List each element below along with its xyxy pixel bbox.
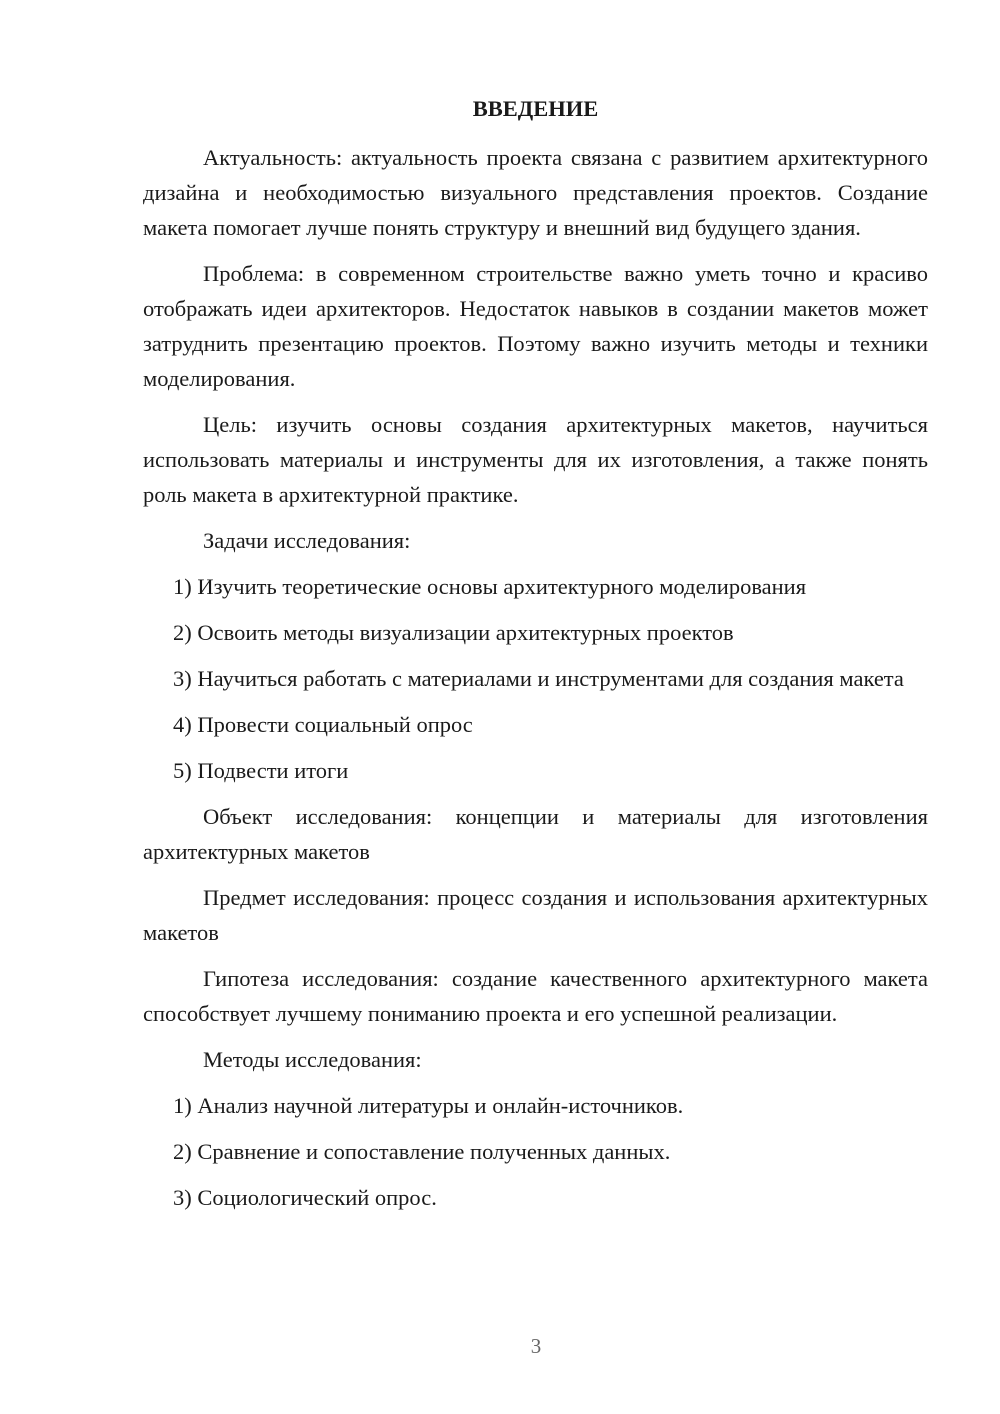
- method-item-2: 2) Сравнение и сопоставление полученных данных.: [173, 1139, 671, 1164]
- task-item-4: 4) Провести социальный опрос: [173, 712, 473, 737]
- paragraph-problem: Проблема: в современном строительстве важно уметь точно и красиво отображать идеи архитекторов. Недостаток навыков в создании макетов может затруднить презентацию проектов. Поэтому важно изучить методы и техники моделирования.: [143, 261, 928, 391]
- task-item-1: 1) Изучить теоретические основы архитектурного моделирования: [173, 574, 807, 599]
- paragraph-goal: Цель: изучить основы создания архитектурных макетов, научиться использовать материалы и инструменты для их изготовления, а также понять роль макета в архитектурной практике.: [143, 412, 928, 507]
- paragraph-relevance: Актуальность: актуальность проекта связана с развитием архитектурного дизайна и необходимостью визуального представления проектов. Создание макета помогает лучше понять структуру и внешний вид будущего здания.: [143, 145, 928, 240]
- task-item-2: 2) Освоить методы визуализации архитектурных проектов: [173, 620, 734, 645]
- paragraph-object: Объект исследования: концепции и материалы для изготовления архитектурных макетов: [143, 804, 928, 864]
- section-title: ВВЕДЕНИЕ: [472, 96, 599, 121]
- paragraph-subject: Предмет исследования: процесс создания и использования архитектурных макетов: [143, 885, 928, 945]
- paragraph-hypothesis: Гипотеза исследования: создание качественного архитектурного макета способствует лучшему пониманию проекта и его успешной реализации.: [143, 966, 928, 1026]
- methods-heading: Методы исследования:: [203, 1047, 422, 1072]
- method-item-3: 3) Социологический опрос.: [173, 1185, 437, 1210]
- page-number: 3: [530, 1334, 542, 1358]
- task-item-5: 5) Подвести итоги: [173, 758, 349, 783]
- page-content: [143, 94, 928, 1226]
- tasks-heading: Задачи исследования:: [203, 528, 411, 553]
- method-item-1: 1) Анализ научной литературы и онлайн-источников.: [173, 1093, 684, 1118]
- task-item-3: 3) Научиться работать с материалами и инструментами для создания макета: [173, 666, 904, 691]
